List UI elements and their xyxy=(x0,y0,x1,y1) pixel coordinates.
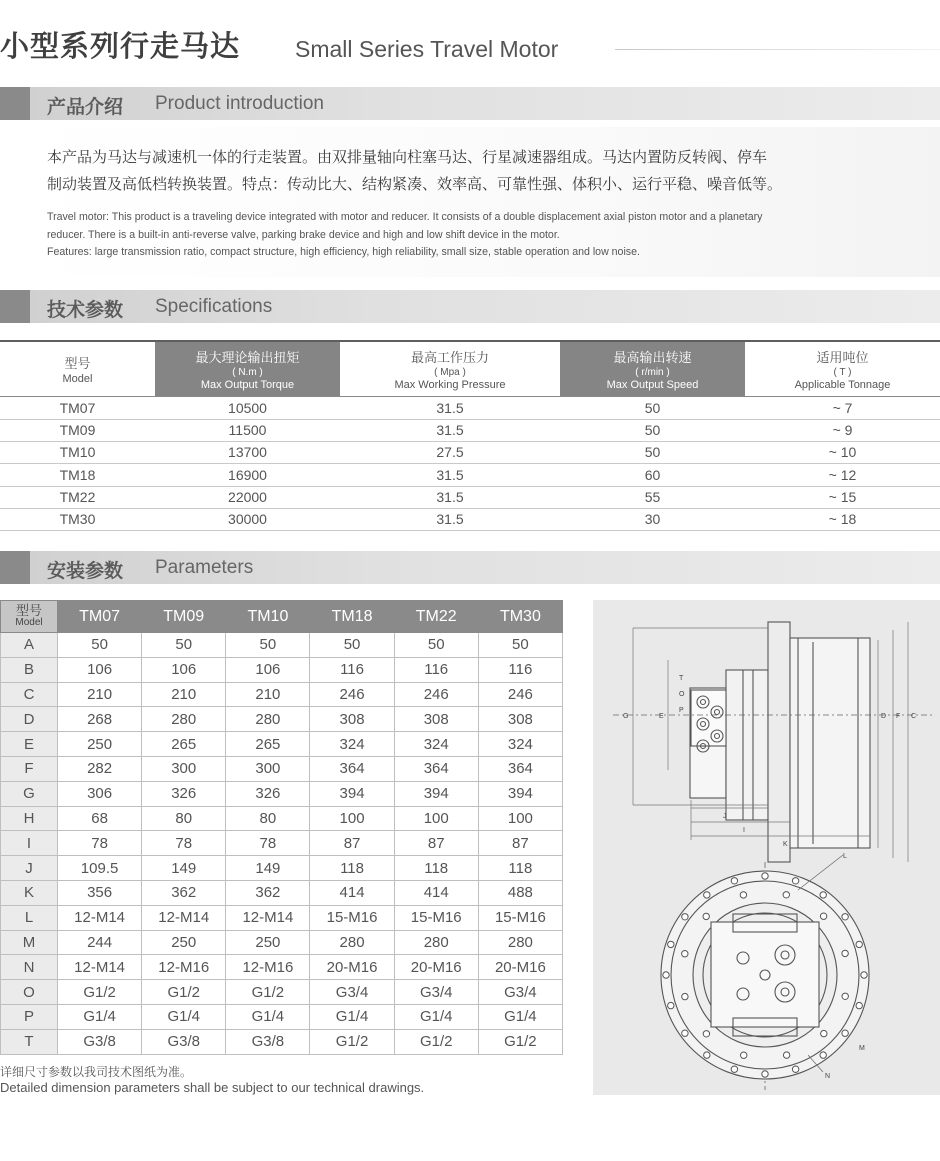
spec-cell: 30000 xyxy=(228,511,267,527)
param-cell: 280 xyxy=(478,930,562,955)
param-row-label: B xyxy=(1,657,58,682)
param-cell: 109.5 xyxy=(58,856,142,881)
drawing-svg xyxy=(593,600,940,1095)
param-cell: 68 xyxy=(58,806,142,831)
header-zh: 型号 xyxy=(64,357,91,372)
param-cell: 106 xyxy=(58,657,142,682)
param-cell: 50 xyxy=(394,633,478,658)
param-cell: 265 xyxy=(226,732,310,757)
spec-table-row xyxy=(0,419,940,442)
param-cell: 20-M16 xyxy=(478,955,562,980)
side-view xyxy=(690,622,870,862)
spec-cell: ~ 12 xyxy=(828,466,857,483)
param-cell: G1/4 xyxy=(226,1004,310,1029)
param-cell: 50 xyxy=(226,633,310,658)
param-cell: 300 xyxy=(142,756,226,781)
param-cell: 210 xyxy=(142,682,226,707)
param-cell: G1/4 xyxy=(394,1004,478,1029)
param-row-label: D xyxy=(1,707,58,732)
param-table-row xyxy=(1,806,563,831)
intro-en-line: Features: large transmission ratio, compact structure, high efficiency, high reliability, small size, stable operation and low noise. xyxy=(47,246,640,258)
param-cell: G1/2 xyxy=(226,980,310,1005)
drawing-label: G xyxy=(623,713,629,720)
param-cell: 268 xyxy=(58,707,142,732)
param-cell: G1/2 xyxy=(58,980,142,1005)
intro-text-zh xyxy=(47,144,927,198)
header-zh: 适用吨位 xyxy=(816,351,869,366)
param-row-label: F xyxy=(1,756,58,781)
param-header-model-col: TM10 xyxy=(226,601,310,633)
spec-cell: ~ 10 xyxy=(828,444,857,461)
bolt-hole xyxy=(740,892,746,898)
bolt-hole xyxy=(704,1052,710,1058)
param-cell: 118 xyxy=(394,856,478,881)
spec-header-model xyxy=(0,342,155,396)
param-cell: 356 xyxy=(58,880,142,905)
param-header-model-col: TM22 xyxy=(394,601,478,633)
param-cell: G3/4 xyxy=(310,980,394,1005)
param-cell: 280 xyxy=(226,707,310,732)
bolt-hole xyxy=(842,914,848,920)
param-cell: 324 xyxy=(478,732,562,757)
param-cell: 106 xyxy=(142,657,226,682)
section-marker xyxy=(0,551,30,584)
spec-cell: 50 xyxy=(644,444,661,461)
bolt-hole xyxy=(842,993,848,999)
drawing-label: C xyxy=(911,713,917,720)
section-title-zh: 技术参数 xyxy=(47,299,124,321)
param-cell: G3/8 xyxy=(58,1029,142,1054)
bolt-hole xyxy=(820,1052,826,1058)
header-zh: 型号 xyxy=(15,602,42,618)
spec-header-speed xyxy=(560,342,745,396)
param-cell: 15-M16 xyxy=(310,905,394,930)
header-en: Applicable Tonnage xyxy=(794,379,891,391)
spec-table-row xyxy=(0,464,940,487)
param-cell: 244 xyxy=(58,930,142,955)
param-cell: 265 xyxy=(142,732,226,757)
param-cell: 12-M14 xyxy=(58,955,142,980)
param-row-label: L xyxy=(1,905,58,930)
bolt-hole xyxy=(820,913,826,919)
param-row-label: N xyxy=(1,955,58,980)
param-cell: 364 xyxy=(310,756,394,781)
param-row-label: O xyxy=(1,980,58,1005)
section-title-zh: 产品介绍 xyxy=(47,96,124,118)
param-table-row xyxy=(1,657,563,682)
param-cell: 116 xyxy=(394,657,478,682)
spec-cell: 11500 xyxy=(228,422,267,439)
param-cell: 78 xyxy=(142,831,226,856)
bolt-hole xyxy=(682,993,688,999)
intro-en-line: Travel motor: This product is a traveling device integrated with motor and reducer. It consists of a double displacement axial piston motor and a planetary xyxy=(47,211,763,223)
param-row-label: P xyxy=(1,1004,58,1029)
param-cell: 280 xyxy=(394,930,478,955)
spec-table-row xyxy=(0,397,940,420)
spec-cell: 27.5 xyxy=(436,444,464,461)
spec-cell: ~ 15 xyxy=(828,488,857,505)
param-cell: 362 xyxy=(226,880,310,905)
bolt-hole xyxy=(783,1052,789,1058)
param-cell: 246 xyxy=(394,682,478,707)
param-cell: 20-M16 xyxy=(394,955,478,980)
drawing-label: D xyxy=(881,713,887,720)
param-table-row xyxy=(1,1004,563,1029)
front-view xyxy=(661,871,869,1079)
intro-en-line: reducer. There is a built-in anti-reverse valve, parking brake device and high and low shift device in the motor. xyxy=(47,228,560,241)
param-cell: 488 xyxy=(478,880,562,905)
spec-cell: 55 xyxy=(644,488,661,505)
spec-cell: 50 xyxy=(644,400,661,416)
spec-cell: TM09 xyxy=(59,422,96,439)
param-cell: 78 xyxy=(58,831,142,856)
param-cell: 118 xyxy=(478,856,562,881)
param-cell: 15-M16 xyxy=(478,905,562,930)
header-en: Model xyxy=(15,616,43,628)
param-cell: 116 xyxy=(478,657,562,682)
param-cell: 362 xyxy=(142,880,226,905)
note-en: Detailed dimension parameters shall be subject to our technical drawings. xyxy=(0,1080,425,1095)
param-cell: 306 xyxy=(58,781,142,806)
section-title-en: Specifications xyxy=(155,296,273,317)
param-cell: 87 xyxy=(394,831,478,856)
spec-cell: 16900 xyxy=(228,466,267,483)
bolt-hole xyxy=(861,972,867,978)
param-cell: 308 xyxy=(310,707,394,732)
param-cell: 364 xyxy=(478,756,562,781)
param-cell: 308 xyxy=(394,707,478,732)
param-table-row xyxy=(1,633,563,658)
param-cell: 118 xyxy=(310,856,394,881)
header-en: Max Working Pressure xyxy=(394,379,506,391)
bolt-hole xyxy=(741,1052,747,1058)
bolt-hole xyxy=(668,1002,674,1008)
param-cell: 324 xyxy=(394,732,478,757)
spec-cell: 31.5 xyxy=(436,488,464,505)
param-cell: 15-M16 xyxy=(394,905,478,930)
parameters-table xyxy=(0,600,563,1055)
param-cell: 210 xyxy=(226,682,310,707)
bolt-hole xyxy=(668,941,674,947)
param-cell: 326 xyxy=(226,781,310,806)
header-unit: ( N.m ) xyxy=(232,367,263,378)
param-table-row xyxy=(1,980,563,1005)
spec-cell: TM22 xyxy=(59,488,96,505)
header-zh: 最大理论输出扭矩 xyxy=(195,351,300,366)
param-row-label: H xyxy=(1,806,58,831)
param-cell: 87 xyxy=(310,831,394,856)
param-cell: 78 xyxy=(226,831,310,856)
bolt-hole xyxy=(663,972,669,978)
drawing-label: P xyxy=(679,707,684,714)
param-cell: G3/4 xyxy=(478,980,562,1005)
param-row-label: M xyxy=(1,930,58,955)
param-row-label: J xyxy=(1,856,58,881)
bolt-hole xyxy=(682,951,688,957)
bolt-hole xyxy=(820,892,826,898)
param-cell: 280 xyxy=(142,707,226,732)
spec-cell: 13700 xyxy=(228,444,267,461)
param-cell: G3/8 xyxy=(226,1029,310,1054)
param-cell: 80 xyxy=(226,806,310,831)
spec-table-row xyxy=(0,486,940,509)
param-header-model-col: TM18 xyxy=(310,601,394,633)
section-title-zh: 安装参数 xyxy=(47,560,124,582)
section-title-en: Parameters xyxy=(155,557,254,578)
param-header-model-col: TM07 xyxy=(58,601,142,633)
header-unit: ( r/min ) xyxy=(635,367,670,378)
param-cell: 246 xyxy=(478,682,562,707)
param-table-row xyxy=(1,856,563,881)
param-table-row xyxy=(1,682,563,707)
section-header-params xyxy=(0,551,940,584)
drawing-label: J xyxy=(723,813,727,820)
param-cell: 414 xyxy=(394,880,478,905)
spec-cell: 60 xyxy=(644,466,661,483)
spec-table-header xyxy=(0,342,940,396)
param-cell: 394 xyxy=(394,781,478,806)
spec-cell: TM30 xyxy=(59,511,96,527)
bolt-hole xyxy=(821,1030,827,1036)
param-cell: G1/4 xyxy=(310,1004,394,1029)
param-cell: 300 xyxy=(226,756,310,781)
spec-cell: 31.5 xyxy=(436,400,464,416)
spec-cell: 30 xyxy=(644,511,661,527)
spec-header-tonnage xyxy=(745,342,940,396)
param-cell: G3/4 xyxy=(394,980,478,1005)
param-cell: 324 xyxy=(310,732,394,757)
bolt-hole xyxy=(682,1030,688,1036)
param-cell: G3/8 xyxy=(142,1029,226,1054)
param-cell: 50 xyxy=(58,633,142,658)
param-cell: 326 xyxy=(142,781,226,806)
param-table-row xyxy=(1,831,563,856)
bolt-hole xyxy=(762,1071,768,1077)
param-cell: 250 xyxy=(58,732,142,757)
param-table-row xyxy=(1,930,563,955)
spec-table-row xyxy=(0,508,940,531)
param-cell: 12-M16 xyxy=(142,955,226,980)
param-cell: 106 xyxy=(226,657,310,682)
spec-header-torque xyxy=(155,342,340,396)
param-table-row xyxy=(1,756,563,781)
param-cell: 12-M16 xyxy=(226,955,310,980)
param-header-model-col: TM09 xyxy=(142,601,226,633)
param-cell: 20-M16 xyxy=(310,955,394,980)
param-cell: 12-M14 xyxy=(226,905,310,930)
drawing-label: K xyxy=(783,841,788,848)
spec-cell: TM07 xyxy=(59,400,96,416)
param-table-row xyxy=(1,905,563,930)
param-cell: 414 xyxy=(310,880,394,905)
intro-text-en xyxy=(47,209,927,262)
header-zh: 最高输出转速 xyxy=(613,351,692,366)
param-cell: 50 xyxy=(478,633,562,658)
drawing-label: I xyxy=(743,827,745,834)
spec-table-row xyxy=(0,441,940,464)
spec-cell: TM10 xyxy=(59,444,96,461)
param-cell: 149 xyxy=(226,856,310,881)
param-cell: G1/2 xyxy=(310,1029,394,1054)
bolt-hole xyxy=(856,1002,862,1008)
bolt-hole xyxy=(704,892,710,898)
intro-zh-line: 本产品为马达与减速机一体的行走装置。由双排量轴向柱塞马达、行星减速器组成。马达内置防反转阀、停车 xyxy=(47,148,768,166)
param-cell: 12-M14 xyxy=(58,905,142,930)
param-cell: 394 xyxy=(478,781,562,806)
param-cell: 280 xyxy=(310,930,394,955)
param-cell: 308 xyxy=(478,707,562,732)
param-cell: 250 xyxy=(226,930,310,955)
param-cell: G1/2 xyxy=(142,980,226,1005)
bolt-hole xyxy=(703,1031,709,1037)
param-row-label: A xyxy=(1,633,58,658)
header-en: Model xyxy=(62,373,93,385)
param-row-label: E xyxy=(1,732,58,757)
spec-cell: TM18 xyxy=(59,466,96,483)
bolt-hole xyxy=(731,1066,737,1072)
spec-header-pressure xyxy=(340,342,560,396)
spec-cell: 50 xyxy=(644,422,661,439)
param-row-label: T xyxy=(1,1029,58,1054)
page-title-zh: 小型系列行走马达 xyxy=(0,29,241,63)
bolt-hole xyxy=(792,1066,798,1072)
param-header-model-col: TM30 xyxy=(478,601,562,633)
param-cell: G1/4 xyxy=(58,1004,142,1029)
header-zh: 最高工作压力 xyxy=(410,351,489,366)
param-row-label: G xyxy=(1,781,58,806)
param-cell: 250 xyxy=(142,930,226,955)
param-row-label: C xyxy=(1,682,58,707)
title-divider xyxy=(615,49,940,50)
header-unit: ( Mpa ) xyxy=(434,367,466,378)
param-cell: 50 xyxy=(310,633,394,658)
section-header-intro xyxy=(0,87,940,120)
spec-cell: 10500 xyxy=(228,400,267,416)
param-header-model xyxy=(1,601,58,633)
bolt-hole xyxy=(682,914,688,920)
drawing-label: E xyxy=(659,713,664,720)
bolt-hole xyxy=(842,1030,848,1036)
section-title-en: Product introduction xyxy=(155,93,324,114)
spec-cell: 31.5 xyxy=(436,466,464,483)
param-cell: 149 xyxy=(142,856,226,881)
bolt-hole xyxy=(731,878,737,884)
bolt-hole xyxy=(856,941,862,947)
bolt-hole xyxy=(703,913,709,919)
note-zh: 详细尺寸参数以我司技术图纸为准。 xyxy=(0,1065,193,1079)
param-cell: 282 xyxy=(58,756,142,781)
param-table-row xyxy=(1,732,563,757)
param-cell: 116 xyxy=(310,657,394,682)
spec-cell: 31.5 xyxy=(436,422,464,439)
section-header-specs xyxy=(0,290,940,323)
param-cell: G1/2 xyxy=(394,1029,478,1054)
param-cell: G1/4 xyxy=(478,1004,562,1029)
param-cell: 50 xyxy=(142,633,226,658)
section-marker xyxy=(0,290,30,323)
param-cell: 394 xyxy=(310,781,394,806)
drawing-label: M xyxy=(859,1045,865,1052)
drawing-label: N xyxy=(825,1073,831,1080)
spec-cell: 31.5 xyxy=(436,511,464,527)
param-cell: 87 xyxy=(478,831,562,856)
param-cell: 246 xyxy=(310,682,394,707)
param-table-row xyxy=(1,781,563,806)
param-cell: 12-M14 xyxy=(142,905,226,930)
header-en: Max Output Torque xyxy=(200,379,295,391)
drawing-label: O xyxy=(679,691,685,698)
param-cell: 364 xyxy=(394,756,478,781)
bolt-hole xyxy=(842,950,848,956)
param-table-row xyxy=(1,880,563,905)
drawing-label: L xyxy=(843,853,847,860)
param-cell: 100 xyxy=(310,806,394,831)
param-table-row xyxy=(1,1029,563,1054)
header-unit: ( T ) xyxy=(833,367,852,378)
param-cell: G1/2 xyxy=(478,1029,562,1054)
param-row-label: K xyxy=(1,880,58,905)
bolt-hole xyxy=(762,873,768,879)
technical-drawing xyxy=(593,600,940,1095)
spec-cell: ~ 9 xyxy=(832,422,853,439)
param-cell: 100 xyxy=(478,806,562,831)
header-en: Max Output Speed xyxy=(606,379,699,391)
spec-cell: ~ 7 xyxy=(832,400,853,416)
param-cell: 80 xyxy=(142,806,226,831)
param-table-row xyxy=(1,707,563,732)
param-cell: 100 xyxy=(394,806,478,831)
intro-zh-line: 制动装置及高低档转换装置。特点：传动比大、结构紧凑、效率高、可靠性强、体积小、运行平稳、噪音低等。 xyxy=(47,175,783,193)
param-row-label: I xyxy=(1,831,58,856)
param-cell: G1/4 xyxy=(142,1004,226,1029)
bolt-hole xyxy=(783,892,789,898)
spec-cell: ~ 18 xyxy=(828,511,857,527)
section-marker xyxy=(0,87,30,120)
spec-cell: 22000 xyxy=(228,488,267,505)
param-cell: 210 xyxy=(58,682,142,707)
drawing-label: F xyxy=(896,713,901,720)
bolt-hole xyxy=(792,878,798,884)
param-table-row xyxy=(1,955,563,980)
drawing-label: T xyxy=(679,675,684,682)
page-title-en: Small Series Travel Motor xyxy=(295,36,559,62)
